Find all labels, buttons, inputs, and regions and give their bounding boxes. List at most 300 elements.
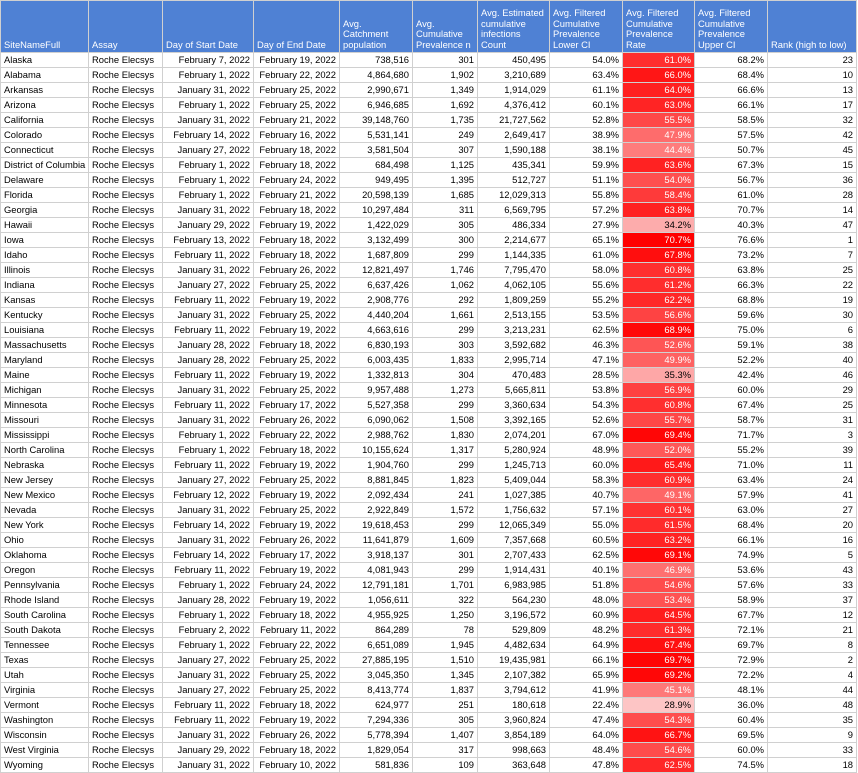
- table-row[interactable]: [1, 653, 857, 668]
- cell-prevalence-rate: 54.3%: [623, 713, 695, 728]
- cell-start-date: February 1, 2022: [163, 443, 254, 458]
- cell-prevalence-n: 251: [413, 698, 478, 713]
- cell-estimated-infections: 19,435,981: [478, 653, 550, 668]
- table-row[interactable]: [1, 308, 857, 323]
- header-rank[interactable]: Rank (high to low): [768, 1, 857, 53]
- header-site-name[interactable]: SiteNameFull: [1, 1, 89, 53]
- cell-end-date: February 22, 2022: [254, 638, 340, 653]
- cell-end-date: February 19, 2022: [254, 293, 340, 308]
- header-lower-ci[interactable]: Avg. Filtered Cumulative Prevalence Lower CI: [550, 1, 623, 53]
- cell-estimated-infections: 3,392,165: [478, 413, 550, 428]
- table-row[interactable]: [1, 263, 857, 278]
- cell-site-name: Washington: [1, 713, 89, 728]
- cell-assay: Roche Elecsys: [89, 278, 163, 293]
- table-row[interactable]: [1, 323, 857, 338]
- table-row[interactable]: [1, 488, 857, 503]
- cell-catchment-population: 2,092,434: [340, 488, 413, 503]
- cell-rank: 15: [768, 158, 857, 173]
- cell-end-date: February 18, 2022: [254, 338, 340, 353]
- cell-catchment-population: 1,829,054: [340, 743, 413, 758]
- table-row[interactable]: [1, 368, 857, 383]
- cell-estimated-infections: 5,409,044: [478, 473, 550, 488]
- cell-estimated-infections: 4,482,634: [478, 638, 550, 653]
- table-row[interactable]: [1, 218, 857, 233]
- cell-assay: Roche Elecsys: [89, 548, 163, 563]
- cell-lower-ci: 60.9%: [550, 608, 623, 623]
- header-row: [1, 1, 857, 53]
- cell-assay: Roche Elecsys: [89, 368, 163, 383]
- cell-start-date: February 1, 2022: [163, 578, 254, 593]
- cell-catchment-population: 624,977: [340, 698, 413, 713]
- cell-catchment-population: 39,148,760: [340, 113, 413, 128]
- cell-catchment-population: 6,830,193: [340, 338, 413, 353]
- cell-end-date: February 18, 2022: [254, 248, 340, 263]
- cell-upper-ci: 66.1%: [695, 533, 768, 548]
- cell-prevalence-rate: 52.6%: [623, 338, 695, 353]
- cell-start-date: February 11, 2022: [163, 248, 254, 263]
- cell-rank: 25: [768, 398, 857, 413]
- cell-lower-ci: 54.0%: [550, 53, 623, 68]
- cell-prevalence-rate: 54.6%: [623, 578, 695, 593]
- cell-end-date: February 18, 2022: [254, 143, 340, 158]
- cell-assay: Roche Elecsys: [89, 158, 163, 173]
- cell-estimated-infections: 470,483: [478, 368, 550, 383]
- table-row[interactable]: [1, 233, 857, 248]
- cell-prevalence-rate: 34.2%: [623, 218, 695, 233]
- table-row[interactable]: [1, 83, 857, 98]
- table-row[interactable]: [1, 668, 857, 683]
- table-row[interactable]: [1, 473, 857, 488]
- cell-prevalence-n: 1,746: [413, 263, 478, 278]
- cell-catchment-population: 684,498: [340, 158, 413, 173]
- cell-assay: Roche Elecsys: [89, 398, 163, 413]
- cell-catchment-population: 2,990,671: [340, 83, 413, 98]
- table-row[interactable]: [1, 758, 857, 773]
- cell-prevalence-n: 307: [413, 143, 478, 158]
- cell-site-name: West Virginia: [1, 743, 89, 758]
- header-prevalence-rate[interactable]: Avg. Filtered Cumulative Prevalence Rate: [623, 1, 695, 53]
- table-row[interactable]: [1, 563, 857, 578]
- table-row[interactable]: [1, 383, 857, 398]
- table-row[interactable]: [1, 578, 857, 593]
- cell-assay: Roche Elecsys: [89, 638, 163, 653]
- cell-estimated-infections: 363,648: [478, 758, 550, 773]
- cell-prevalence-rate: 62.5%: [623, 758, 695, 773]
- cell-prevalence-n: 1,317: [413, 443, 478, 458]
- cell-prevalence-n: 299: [413, 458, 478, 473]
- cell-assay: Roche Elecsys: [89, 188, 163, 203]
- cell-prevalence-n: 1,349: [413, 83, 478, 98]
- cell-catchment-population: 1,687,809: [340, 248, 413, 263]
- cell-lower-ci: 58.0%: [550, 263, 623, 278]
- cell-assay: Roche Elecsys: [89, 293, 163, 308]
- cell-end-date: February 25, 2022: [254, 473, 340, 488]
- cell-prevalence-n: 1,273: [413, 383, 478, 398]
- header-end-date[interactable]: Day of End Date: [254, 1, 340, 53]
- cell-prevalence-n: 1,572: [413, 503, 478, 518]
- table-row[interactable]: [1, 593, 857, 608]
- cell-upper-ci: 57.9%: [695, 488, 768, 503]
- cell-upper-ci: 56.7%: [695, 173, 768, 188]
- cell-end-date: February 19, 2022: [254, 53, 340, 68]
- cell-site-name: California: [1, 113, 89, 128]
- cell-rank: 6: [768, 323, 857, 338]
- cell-lower-ci: 60.1%: [550, 98, 623, 113]
- cell-estimated-infections: 3,854,189: [478, 728, 550, 743]
- cell-lower-ci: 65.9%: [550, 668, 623, 683]
- table-row[interactable]: [1, 188, 857, 203]
- header-assay[interactable]: Assay: [89, 1, 163, 53]
- cell-estimated-infections: 7,795,470: [478, 263, 550, 278]
- cell-estimated-infections: 529,809: [478, 623, 550, 638]
- cell-upper-ci: 50.7%: [695, 143, 768, 158]
- cell-assay: Roche Elecsys: [89, 68, 163, 83]
- table-row[interactable]: [1, 623, 857, 638]
- table-row[interactable]: [1, 203, 857, 218]
- cell-rank: 10: [768, 68, 857, 83]
- header-upper-ci[interactable]: Avg. Filtered Cumulative Prevalence Upper CI: [695, 1, 768, 53]
- table-row[interactable]: [1, 293, 857, 308]
- cell-rank: 30: [768, 308, 857, 323]
- cell-start-date: February 11, 2022: [163, 368, 254, 383]
- cell-upper-ci: 74.5%: [695, 758, 768, 773]
- cell-site-name: Wisconsin: [1, 728, 89, 743]
- cell-assay: Roche Elecsys: [89, 683, 163, 698]
- cell-start-date: January 31, 2022: [163, 263, 254, 278]
- cell-estimated-infections: 6,983,985: [478, 578, 550, 593]
- cell-lower-ci: 53.5%: [550, 308, 623, 323]
- table-row[interactable]: [1, 683, 857, 698]
- cell-start-date: January 31, 2022: [163, 203, 254, 218]
- cell-catchment-population: 6,090,062: [340, 413, 413, 428]
- cell-prevalence-n: 292: [413, 293, 478, 308]
- cell-rank: 13: [768, 83, 857, 98]
- cell-estimated-infections: 2,107,382: [478, 668, 550, 683]
- cell-site-name: Nebraska: [1, 458, 89, 473]
- table-row[interactable]: [1, 608, 857, 623]
- cell-assay: Roche Elecsys: [89, 743, 163, 758]
- cell-site-name: Indiana: [1, 278, 89, 293]
- cell-upper-ci: 63.4%: [695, 473, 768, 488]
- table-row[interactable]: [1, 638, 857, 653]
- cell-lower-ci: 52.6%: [550, 413, 623, 428]
- cell-catchment-population: 5,531,141: [340, 128, 413, 143]
- table-row[interactable]: [1, 113, 857, 128]
- cell-prevalence-rate: 64.5%: [623, 608, 695, 623]
- cell-end-date: February 25, 2022: [254, 683, 340, 698]
- table-row[interactable]: [1, 548, 857, 563]
- cell-prevalence-rate: 60.1%: [623, 503, 695, 518]
- cell-upper-ci: 52.2%: [695, 353, 768, 368]
- cell-catchment-population: 864,289: [340, 623, 413, 638]
- table-row[interactable]: [1, 413, 857, 428]
- cell-end-date: February 26, 2022: [254, 728, 340, 743]
- cell-prevalence-rate: 62.2%: [623, 293, 695, 308]
- cell-catchment-population: 4,081,943: [340, 563, 413, 578]
- cell-end-date: February 25, 2022: [254, 353, 340, 368]
- cell-estimated-infections: 1,914,029: [478, 83, 550, 98]
- table-row[interactable]: [1, 128, 857, 143]
- cell-assay: Roche Elecsys: [89, 488, 163, 503]
- cell-end-date: February 18, 2022: [254, 233, 340, 248]
- cell-start-date: February 13, 2022: [163, 233, 254, 248]
- cell-start-date: January 28, 2022: [163, 353, 254, 368]
- cell-catchment-population: 9,957,488: [340, 383, 413, 398]
- cell-catchment-population: 27,885,195: [340, 653, 413, 668]
- header-prevalence-n[interactable]: Avg. Cumulative Prevalence n: [413, 1, 478, 53]
- cell-site-name: Arkansas: [1, 83, 89, 98]
- cell-lower-ci: 55.0%: [550, 518, 623, 533]
- table-row[interactable]: [1, 458, 857, 473]
- cell-prevalence-rate: 47.9%: [623, 128, 695, 143]
- cell-prevalence-n: 1,692: [413, 98, 478, 113]
- cell-end-date: February 16, 2022: [254, 128, 340, 143]
- cell-estimated-infections: 21,727,562: [478, 113, 550, 128]
- cell-end-date: February 17, 2022: [254, 548, 340, 563]
- cell-estimated-infections: 3,213,231: [478, 323, 550, 338]
- cell-upper-ci: 42.4%: [695, 368, 768, 383]
- cell-rank: 48: [768, 698, 857, 713]
- cell-assay: Roche Elecsys: [89, 248, 163, 263]
- cell-upper-ci: 59.6%: [695, 308, 768, 323]
- cell-end-date: February 25, 2022: [254, 653, 340, 668]
- cell-start-date: February 1, 2022: [163, 173, 254, 188]
- cell-catchment-population: 6,003,435: [340, 353, 413, 368]
- cell-rank: 12: [768, 608, 857, 623]
- cell-rank: 45: [768, 143, 857, 158]
- cell-rank: 19: [768, 293, 857, 308]
- table-row[interactable]: [1, 698, 857, 713]
- cell-upper-ci: 67.7%: [695, 608, 768, 623]
- cell-prevalence-n: 1,508: [413, 413, 478, 428]
- cell-prevalence-rate: 63.6%: [623, 158, 695, 173]
- cell-prevalence-n: 301: [413, 548, 478, 563]
- cell-start-date: January 27, 2022: [163, 653, 254, 668]
- cell-assay: Roche Elecsys: [89, 128, 163, 143]
- cell-rank: 11: [768, 458, 857, 473]
- cell-start-date: February 11, 2022: [163, 563, 254, 578]
- cell-prevalence-rate: 61.5%: [623, 518, 695, 533]
- cell-start-date: January 31, 2022: [163, 668, 254, 683]
- cell-prevalence-rate: 60.8%: [623, 398, 695, 413]
- cell-lower-ci: 27.9%: [550, 218, 623, 233]
- cell-assay: Roche Elecsys: [89, 608, 163, 623]
- cell-estimated-infections: 2,995,714: [478, 353, 550, 368]
- table-body: [1, 53, 857, 773]
- table-row[interactable]: [1, 533, 857, 548]
- table-row[interactable]: [1, 338, 857, 353]
- cell-start-date: February 11, 2022: [163, 323, 254, 338]
- cell-prevalence-n: 78: [413, 623, 478, 638]
- cell-lower-ci: 47.8%: [550, 758, 623, 773]
- table-row[interactable]: [1, 518, 857, 533]
- table-row[interactable]: [1, 353, 857, 368]
- cell-catchment-population: 2,908,776: [340, 293, 413, 308]
- cell-start-date: February 14, 2022: [163, 128, 254, 143]
- cell-upper-ci: 48.1%: [695, 683, 768, 698]
- cell-assay: Roche Elecsys: [89, 233, 163, 248]
- cell-start-date: February 11, 2022: [163, 293, 254, 308]
- cell-end-date: February 18, 2022: [254, 158, 340, 173]
- cell-estimated-infections: 1,027,385: [478, 488, 550, 503]
- cell-site-name: New York: [1, 518, 89, 533]
- header-start-date[interactable]: Day of Start Date: [163, 1, 254, 53]
- cell-prevalence-rate: 61.2%: [623, 278, 695, 293]
- header-estimated-infections[interactable]: Avg. Estimated cumulative infections Count: [478, 1, 550, 53]
- cell-start-date: February 11, 2022: [163, 458, 254, 473]
- cell-upper-ci: 68.4%: [695, 518, 768, 533]
- table-row[interactable]: [1, 398, 857, 413]
- cell-prevalence-n: 301: [413, 53, 478, 68]
- cell-rank: 46: [768, 368, 857, 383]
- cell-prevalence-rate: 61.3%: [623, 623, 695, 638]
- cell-lower-ci: 48.4%: [550, 743, 623, 758]
- cell-prevalence-rate: 66.7%: [623, 728, 695, 743]
- cell-site-name: Pennsylvania: [1, 578, 89, 593]
- cell-assay: Roche Elecsys: [89, 623, 163, 638]
- table-row[interactable]: [1, 98, 857, 113]
- table-row[interactable]: [1, 503, 857, 518]
- cell-catchment-population: 5,778,394: [340, 728, 413, 743]
- table-row[interactable]: [1, 743, 857, 758]
- cell-assay: Roche Elecsys: [89, 338, 163, 353]
- cell-prevalence-rate: 35.3%: [623, 368, 695, 383]
- cell-lower-ci: 51.8%: [550, 578, 623, 593]
- cell-upper-ci: 53.6%: [695, 563, 768, 578]
- table-row[interactable]: [1, 428, 857, 443]
- table-row[interactable]: [1, 53, 857, 68]
- cell-estimated-infections: 5,665,811: [478, 383, 550, 398]
- cell-upper-ci: 66.3%: [695, 278, 768, 293]
- cell-prevalence-n: 304: [413, 368, 478, 383]
- cell-end-date: February 17, 2022: [254, 398, 340, 413]
- cell-catchment-population: 6,637,426: [340, 278, 413, 293]
- cell-catchment-population: 12,821,497: [340, 263, 413, 278]
- cell-assay: Roche Elecsys: [89, 263, 163, 278]
- cell-upper-ci: 66.1%: [695, 98, 768, 113]
- cell-assay: Roche Elecsys: [89, 473, 163, 488]
- cell-site-name: Vermont: [1, 698, 89, 713]
- cell-assay: Roche Elecsys: [89, 563, 163, 578]
- cell-end-date: February 25, 2022: [254, 98, 340, 113]
- table-row[interactable]: [1, 443, 857, 458]
- cell-rank: 44: [768, 683, 857, 698]
- cell-prevalence-rate: 69.7%: [623, 653, 695, 668]
- cell-upper-ci: 72.9%: [695, 653, 768, 668]
- cell-prevalence-n: 311: [413, 203, 478, 218]
- table-row[interactable]: [1, 143, 857, 158]
- cell-estimated-infections: 3,592,682: [478, 338, 550, 353]
- cell-rank: 38: [768, 338, 857, 353]
- cell-catchment-population: 1,056,611: [340, 593, 413, 608]
- cell-rank: 37: [768, 593, 857, 608]
- cell-assay: Roche Elecsys: [89, 353, 163, 368]
- cell-upper-ci: 70.7%: [695, 203, 768, 218]
- cell-prevalence-rate: 46.9%: [623, 563, 695, 578]
- cell-upper-ci: 61.0%: [695, 188, 768, 203]
- cell-site-name: Maine: [1, 368, 89, 383]
- cell-prevalence-rate: 67.8%: [623, 248, 695, 263]
- cell-estimated-infections: 4,062,105: [478, 278, 550, 293]
- cell-start-date: February 1, 2022: [163, 98, 254, 113]
- cell-upper-ci: 69.5%: [695, 728, 768, 743]
- cell-upper-ci: 60.4%: [695, 713, 768, 728]
- cell-prevalence-rate: 61.0%: [623, 53, 695, 68]
- cell-rank: 47: [768, 218, 857, 233]
- header-catchment-population[interactable]: Avg. Catchment population: [340, 1, 413, 53]
- cell-upper-ci: 57.5%: [695, 128, 768, 143]
- cell-catchment-population: 1,422,029: [340, 218, 413, 233]
- cell-prevalence-n: 1,833: [413, 353, 478, 368]
- cell-catchment-population: 12,791,181: [340, 578, 413, 593]
- cell-start-date: February 1, 2022: [163, 158, 254, 173]
- cell-start-date: January 31, 2022: [163, 413, 254, 428]
- cell-lower-ci: 40.1%: [550, 563, 623, 578]
- cell-end-date: February 21, 2022: [254, 188, 340, 203]
- cell-estimated-infections: 1,809,259: [478, 293, 550, 308]
- cell-site-name: Michigan: [1, 383, 89, 398]
- cell-estimated-infections: 1,245,713: [478, 458, 550, 473]
- cell-start-date: January 31, 2022: [163, 758, 254, 773]
- cell-assay: Roche Elecsys: [89, 428, 163, 443]
- cell-prevalence-n: 305: [413, 218, 478, 233]
- cell-end-date: February 26, 2022: [254, 263, 340, 278]
- cell-catchment-population: 10,155,624: [340, 443, 413, 458]
- cell-prevalence-rate: 63.2%: [623, 533, 695, 548]
- cell-estimated-infections: 3,960,824: [478, 713, 550, 728]
- cell-prevalence-n: 299: [413, 563, 478, 578]
- cell-assay: Roche Elecsys: [89, 698, 163, 713]
- cell-estimated-infections: 2,649,417: [478, 128, 550, 143]
- cell-catchment-population: 8,413,774: [340, 683, 413, 698]
- cell-end-date: February 18, 2022: [254, 443, 340, 458]
- cell-prevalence-n: 1,407: [413, 728, 478, 743]
- cell-site-name: Mississippi: [1, 428, 89, 443]
- cell-site-name: Kentucky: [1, 308, 89, 323]
- cell-lower-ci: 46.3%: [550, 338, 623, 353]
- cell-estimated-infections: 1,756,632: [478, 503, 550, 518]
- table-row[interactable]: [1, 728, 857, 743]
- cell-prevalence-rate: 60.9%: [623, 473, 695, 488]
- cell-end-date: February 19, 2022: [254, 563, 340, 578]
- cell-catchment-population: 949,495: [340, 173, 413, 188]
- table-row[interactable]: [1, 158, 857, 173]
- cell-lower-ci: 61.0%: [550, 248, 623, 263]
- cell-prevalence-n: 299: [413, 248, 478, 263]
- table-row[interactable]: [1, 173, 857, 188]
- cell-catchment-population: 8,881,845: [340, 473, 413, 488]
- cell-prevalence-rate: 56.6%: [623, 308, 695, 323]
- table-row[interactable]: [1, 713, 857, 728]
- cell-site-name: Delaware: [1, 173, 89, 188]
- cell-prevalence-n: 109: [413, 758, 478, 773]
- cell-estimated-infections: 4,376,412: [478, 98, 550, 113]
- table-row[interactable]: [1, 68, 857, 83]
- table-row[interactable]: [1, 278, 857, 293]
- cell-prevalence-rate: 49.1%: [623, 488, 695, 503]
- cell-catchment-population: 4,663,616: [340, 323, 413, 338]
- cell-upper-ci: 71.0%: [695, 458, 768, 473]
- cell-catchment-population: 2,988,762: [340, 428, 413, 443]
- cell-prevalence-rate: 70.7%: [623, 233, 695, 248]
- cell-lower-ci: 66.1%: [550, 653, 623, 668]
- cell-end-date: February 26, 2022: [254, 413, 340, 428]
- cell-catchment-population: 3,918,137: [340, 548, 413, 563]
- table-row[interactable]: [1, 248, 857, 263]
- cell-prevalence-n: 1,125: [413, 158, 478, 173]
- cell-assay: Roche Elecsys: [89, 83, 163, 98]
- cell-rank: 22: [768, 278, 857, 293]
